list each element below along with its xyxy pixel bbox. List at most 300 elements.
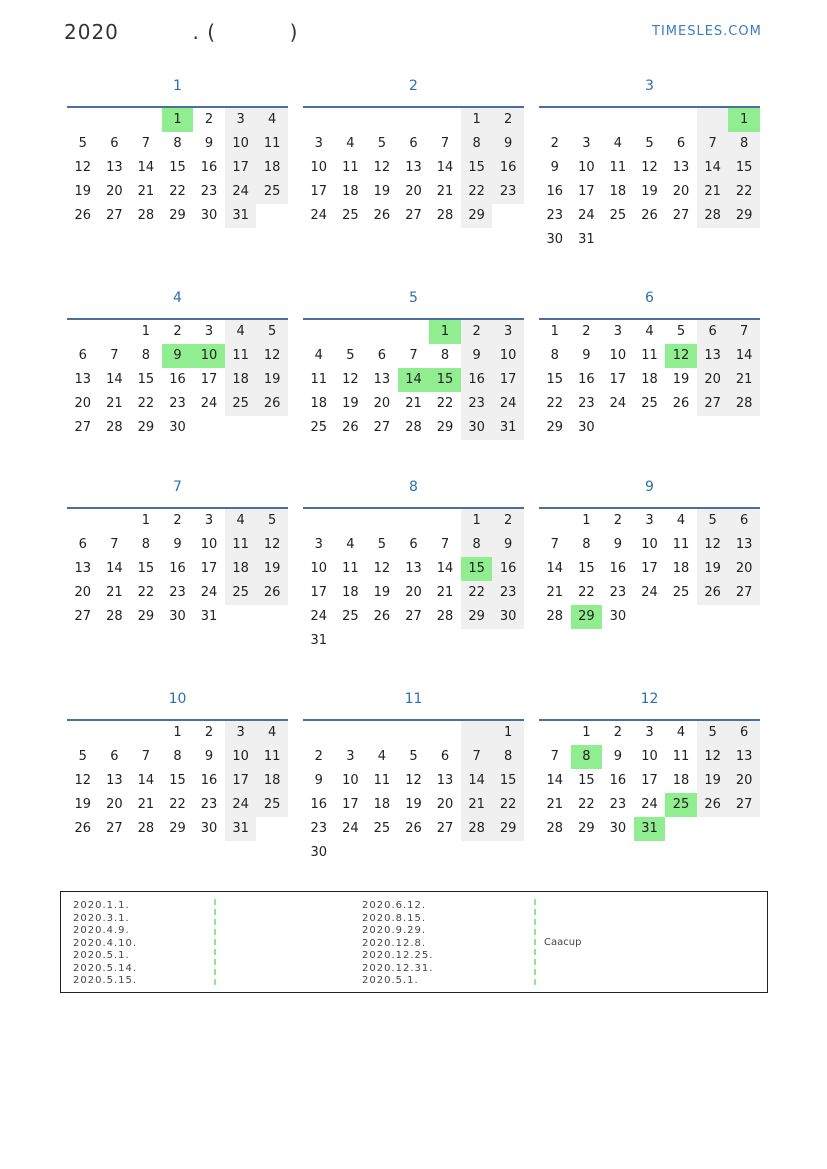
day-cell: 23 [461, 392, 493, 416]
empty-cell [256, 204, 288, 228]
empty-cell [697, 108, 729, 132]
month-10 [67, 683, 288, 841]
day-cell: 3 [204, 513, 214, 528]
day-cell: 20 [405, 585, 422, 600]
month-title: 10 [168, 691, 187, 707]
day-cell: 19 [256, 557, 288, 581]
day-cell: 6 [697, 320, 729, 344]
empty-cell [429, 629, 461, 653]
empty-cell [398, 629, 430, 653]
empty-cell [492, 841, 524, 865]
day-cell: 2 [613, 513, 623, 528]
day-cell: 27 [728, 793, 760, 817]
day-cell: 18 [256, 769, 288, 793]
day-cell: 27 [436, 821, 454, 836]
day-cell: 16 [461, 368, 493, 392]
day-cell: 5 [676, 324, 686, 339]
day-cell: 13 [405, 160, 422, 175]
day-cell: 18 [672, 561, 690, 576]
day-cell: 1 [429, 320, 461, 344]
empty-cell [366, 509, 398, 533]
day-cell: 3 [204, 324, 214, 339]
day-cell: 16 [200, 160, 218, 175]
day-cell: 9 [492, 533, 524, 557]
empty-cell [398, 721, 430, 745]
empty-cell [398, 108, 430, 132]
day-cell: 3 [613, 324, 623, 339]
day-cell: 19 [373, 184, 391, 199]
day-cell: 5 [697, 509, 729, 533]
day-cell: 1 [461, 108, 493, 132]
day-cell: 21 [405, 396, 422, 411]
day-cell: 30 [200, 208, 218, 223]
day-cell: 17 [578, 184, 595, 199]
day-cell: 7 [141, 749, 151, 764]
day-cell: 17 [225, 769, 257, 793]
holiday-date: 2020.5.14. [73, 962, 138, 974]
day-cell: 8 [461, 533, 493, 557]
empty-cell [461, 629, 493, 653]
day-cell: 18 [373, 797, 391, 812]
day-cell: 28 [106, 609, 123, 624]
holiday-date: 2020.12.31. [362, 962, 434, 974]
month-grid [67, 719, 288, 841]
day-cell: 2 [492, 509, 524, 533]
day-cell: 9 [314, 773, 323, 788]
day-cell: 3 [582, 136, 591, 151]
day-cell: 30 [169, 609, 186, 624]
empty-cell [728, 817, 760, 841]
day-cell: 28 [546, 821, 564, 836]
day-cell: 15 [546, 372, 564, 387]
day-cell: 20 [697, 368, 729, 392]
day-cell: 7 [141, 136, 151, 151]
empty-cell [429, 721, 461, 745]
day-cell: 28 [436, 609, 454, 624]
empty-cell [303, 320, 335, 344]
day-cell: 26 [373, 208, 391, 223]
empty-cell [130, 721, 162, 745]
day-cell: 21 [436, 184, 454, 199]
empty-cell [665, 605, 697, 629]
day-cell: 14 [436, 561, 454, 576]
day-cell: 12 [665, 344, 697, 368]
day-cell: 11 [641, 348, 658, 363]
day-cell: 27 [405, 208, 422, 223]
day-cell: 4 [314, 348, 323, 363]
holiday-date: 2020.9.29. [362, 925, 427, 936]
empty-cell [67, 721, 99, 745]
day-cell: 25 [641, 396, 658, 411]
day-cell: 16 [169, 372, 186, 387]
day-cell: 14 [137, 160, 155, 175]
holiday-date: 2020.5.1. [73, 950, 130, 961]
day-cell: 20 [405, 184, 422, 199]
holiday-list [60, 891, 768, 993]
day-cell: 15 [461, 156, 493, 180]
day-cell: 24 [641, 797, 658, 812]
day-cell: 21 [137, 184, 155, 199]
day-cell: 29 [461, 605, 493, 629]
day-cell: 29 [461, 204, 493, 228]
day-cell: 25 [225, 581, 257, 605]
month-title: 6 [645, 290, 654, 306]
day-cell: 29 [137, 420, 155, 435]
day-cell: 25 [342, 208, 359, 223]
day-cell: 8 [492, 745, 524, 769]
empty-cell [335, 320, 367, 344]
day-cell: 20 [728, 769, 760, 793]
day-cell: 6 [409, 136, 418, 151]
empty-cell [728, 416, 760, 440]
day-cell: 14 [546, 561, 564, 576]
day-cell: 15 [492, 769, 524, 793]
day-cell: 12 [697, 745, 729, 769]
day-cell: 24 [225, 793, 257, 817]
month-grid [67, 318, 288, 440]
day-cell: 6 [440, 749, 450, 764]
day-cell: 25 [373, 821, 391, 836]
day-cell: 7 [409, 348, 418, 363]
day-cell: 4 [225, 320, 257, 344]
day-cell: 18 [225, 557, 257, 581]
day-cell: 14 [546, 773, 564, 788]
day-cell: 5 [256, 320, 288, 344]
day-cell: 26 [672, 396, 690, 411]
day-cell: 10 [225, 745, 257, 769]
empty-cell [539, 509, 571, 533]
day-cell: 25 [256, 793, 288, 817]
empty-cell [335, 509, 367, 533]
empty-cell [665, 416, 697, 440]
day-cell: 30 [578, 420, 595, 435]
day-cell: 18 [310, 396, 328, 411]
month-7 [67, 471, 288, 629]
day-cell: 29 [436, 420, 454, 435]
empty-cell [398, 509, 430, 533]
empty-cell [225, 605, 257, 629]
day-cell: 14 [461, 769, 493, 793]
day-cell: 6 [78, 537, 87, 552]
day-cell: 14 [398, 368, 430, 392]
day-cell: 9 [204, 749, 214, 764]
empty-cell [335, 108, 367, 132]
day-cell: 21 [697, 180, 729, 204]
day-cell: 23 [200, 184, 218, 199]
day-cell: 11 [672, 537, 690, 552]
empty-cell [429, 841, 461, 865]
day-cell: 23 [200, 797, 218, 812]
day-cell: 7 [440, 537, 450, 552]
month-grid [303, 106, 524, 228]
day-cell: 19 [74, 797, 92, 812]
day-cell: 19 [373, 585, 391, 600]
day-cell: 14 [697, 156, 729, 180]
day-cell: 13 [373, 372, 391, 387]
day-cell: 25 [672, 585, 690, 600]
empty-cell [303, 108, 335, 132]
day-cell: 26 [342, 420, 359, 435]
day-cell: 2 [173, 324, 182, 339]
day-cell: 8 [582, 537, 591, 552]
day-cell: 23 [169, 396, 186, 411]
day-cell: 15 [137, 372, 155, 387]
day-cell: 18 [342, 585, 359, 600]
day-cell: 6 [110, 749, 119, 764]
day-cell: 1 [141, 513, 151, 528]
day-cell: 1 [173, 725, 182, 740]
day-cell: 22 [436, 396, 454, 411]
empty-cell [461, 841, 493, 865]
day-cell: 2 [582, 324, 591, 339]
month-grid [539, 106, 760, 252]
day-cell: 7 [550, 749, 559, 764]
day-cell: 1 [582, 513, 591, 528]
day-cell: 29 [169, 208, 186, 223]
day-cell: 9 [173, 537, 182, 552]
day-cell: 9 [162, 344, 194, 368]
month-grid [67, 106, 288, 228]
day-cell: 6 [377, 348, 387, 363]
day-cell: 3 [645, 725, 654, 740]
day-cell: 21 [106, 396, 123, 411]
day-cell: 19 [672, 372, 690, 387]
day-cell: 15 [169, 773, 186, 788]
day-cell: 17 [342, 797, 359, 812]
day-cell: 11 [256, 132, 288, 156]
day-cell: 4 [256, 108, 288, 132]
day-cell: 4 [676, 725, 686, 740]
day-cell: 19 [256, 368, 288, 392]
day-cell: 2 [204, 725, 214, 740]
month-11 [303, 683, 524, 865]
day-cell: 30 [461, 416, 493, 440]
day-cell: 10 [310, 160, 328, 175]
month-5 [303, 282, 524, 440]
day-cell: 27 [373, 420, 391, 435]
day-cell: 25 [342, 609, 359, 624]
day-cell: 1 [582, 725, 591, 740]
day-cell: 28 [137, 208, 155, 223]
month-12 [539, 683, 760, 841]
empty-cell [634, 108, 666, 132]
day-cell: 14 [436, 160, 454, 175]
day-cell: 23 [492, 581, 524, 605]
day-cell: 5 [409, 749, 418, 764]
day-cell: 17 [200, 561, 218, 576]
day-cell: 4 [225, 509, 257, 533]
day-cell: 30 [169, 420, 186, 435]
empty-cell [728, 605, 760, 629]
day-cell: 19 [697, 557, 729, 581]
day-cell: 23 [578, 396, 595, 411]
empty-cell [335, 629, 367, 653]
month-grid [303, 507, 524, 653]
site-logo[interactable]: TIMESLES.COM [652, 24, 762, 39]
month-title: 9 [645, 479, 654, 495]
day-cell: 20 [373, 396, 391, 411]
day-cell: 28 [405, 420, 422, 435]
day-cell: 2 [204, 112, 214, 127]
day-cell: 21 [546, 585, 564, 600]
day-cell: 10 [609, 348, 627, 363]
day-cell: 25 [225, 392, 257, 416]
day-cell: 4 [613, 136, 623, 151]
day-cell: 26 [74, 821, 92, 836]
day-cell: 26 [373, 609, 391, 624]
day-cell: 20 [672, 184, 690, 199]
day-cell: 16 [578, 372, 595, 387]
empty-cell [665, 228, 697, 252]
day-cell: 8 [141, 537, 151, 552]
day-cell: 30 [609, 821, 627, 836]
day-cell: 3 [492, 320, 524, 344]
day-cell: 10 [193, 344, 225, 368]
empty-cell [665, 817, 697, 841]
day-cell: 6 [676, 136, 686, 151]
day-cell: 26 [697, 581, 729, 605]
day-cell: 3 [225, 108, 257, 132]
day-cell: 24 [641, 585, 658, 600]
day-cell: 9 [613, 537, 623, 552]
month-grid [539, 719, 760, 841]
day-cell: 28 [436, 208, 454, 223]
day-cell: 17 [641, 561, 658, 576]
month-title: 5 [409, 290, 418, 306]
day-cell: 22 [728, 180, 760, 204]
month-grid [539, 318, 760, 440]
day-cell: 13 [728, 533, 760, 557]
day-cell: 23 [609, 797, 627, 812]
day-cell: 2 [461, 320, 493, 344]
day-cell: 10 [578, 160, 595, 175]
empty-cell [303, 509, 335, 533]
day-cell: 6 [728, 509, 760, 533]
day-cell: 2 [173, 513, 182, 528]
day-cell: 11 [310, 372, 328, 387]
day-cell: 10 [641, 749, 658, 764]
day-cell: 16 [609, 561, 627, 576]
day-cell: 9 [582, 348, 591, 363]
day-cell: 20 [106, 184, 123, 199]
empty-cell [602, 416, 634, 440]
day-cell: 20 [106, 797, 123, 812]
empty-cell [492, 204, 524, 228]
day-cell: 10 [200, 537, 218, 552]
day-cell: 15 [728, 156, 760, 180]
day-cell: 29 [492, 817, 524, 841]
empty-cell [193, 416, 225, 440]
day-cell: 10 [225, 132, 257, 156]
empty-cell [539, 108, 571, 132]
day-cell: 18 [256, 156, 288, 180]
day-cell: 16 [492, 156, 524, 180]
day-cell: 22 [492, 793, 524, 817]
holiday-dates-right [362, 900, 433, 988]
empty-cell [602, 108, 634, 132]
day-cell: 1 [141, 324, 151, 339]
day-cell: 29 [137, 609, 155, 624]
day-cell: 23 [609, 585, 627, 600]
day-cell: 7 [110, 348, 119, 363]
day-cell: 23 [169, 585, 186, 600]
holiday-date: 2020.3.1. [73, 912, 130, 924]
day-cell: 28 [137, 821, 155, 836]
day-cell: 9 [613, 749, 623, 764]
day-cell: 7 [461, 745, 493, 769]
empty-cell [67, 108, 99, 132]
day-cell: 6 [78, 348, 87, 363]
day-cell: 17 [492, 368, 524, 392]
day-cell: 11 [225, 533, 257, 557]
day-cell: 18 [342, 184, 359, 199]
day-cell: 29 [571, 605, 603, 629]
day-cell: 29 [169, 821, 186, 836]
month-4 [67, 282, 288, 440]
day-cell: 28 [728, 392, 760, 416]
day-cell: 25 [256, 180, 288, 204]
day-cell: 22 [461, 180, 493, 204]
day-cell: 24 [578, 208, 595, 223]
holiday-date: 2020.1.1. [73, 900, 130, 911]
day-cell: 22 [578, 585, 595, 600]
day-cell: 8 [173, 136, 182, 151]
day-cell: 11 [672, 749, 690, 764]
empty-cell [461, 721, 493, 745]
day-cell: 1 [492, 721, 524, 745]
month-9 [539, 471, 760, 629]
day-cell: 23 [546, 208, 564, 223]
day-cell: 26 [256, 392, 288, 416]
day-cell: 15 [137, 561, 155, 576]
day-cell: 30 [546, 232, 564, 247]
month-grid [303, 318, 524, 440]
empty-cell [366, 721, 398, 745]
day-cell: 15 [461, 557, 493, 581]
holiday-divider [534, 899, 536, 985]
day-cell: 26 [74, 208, 92, 223]
day-cell: 19 [405, 797, 422, 812]
day-cell: 13 [405, 561, 422, 576]
day-cell: 3 [314, 537, 323, 552]
day-cell: 22 [169, 184, 186, 199]
day-cell: 5 [377, 136, 387, 151]
day-cell: 11 [373, 773, 391, 788]
month-3 [539, 70, 760, 252]
empty-cell [99, 108, 131, 132]
day-cell: 31 [225, 204, 257, 228]
day-cell: 31 [492, 416, 524, 440]
day-cell: 4 [645, 324, 654, 339]
day-cell: 24 [492, 392, 524, 416]
month-6 [539, 282, 760, 440]
day-cell: 24 [200, 396, 218, 411]
day-cell: 24 [342, 821, 359, 836]
day-cell: 7 [440, 136, 450, 151]
day-cell: 27 [405, 609, 422, 624]
day-cell: 14 [106, 372, 123, 387]
day-cell: 22 [169, 797, 186, 812]
day-cell: 20 [74, 585, 92, 600]
day-cell: 21 [137, 797, 155, 812]
day-cell: 13 [672, 160, 690, 175]
day-cell: 12 [256, 344, 288, 368]
day-cell: 26 [405, 821, 422, 836]
empty-cell [256, 605, 288, 629]
day-cell: 27 [697, 392, 729, 416]
day-cell: 7 [697, 132, 729, 156]
month-title: 3 [645, 78, 654, 94]
